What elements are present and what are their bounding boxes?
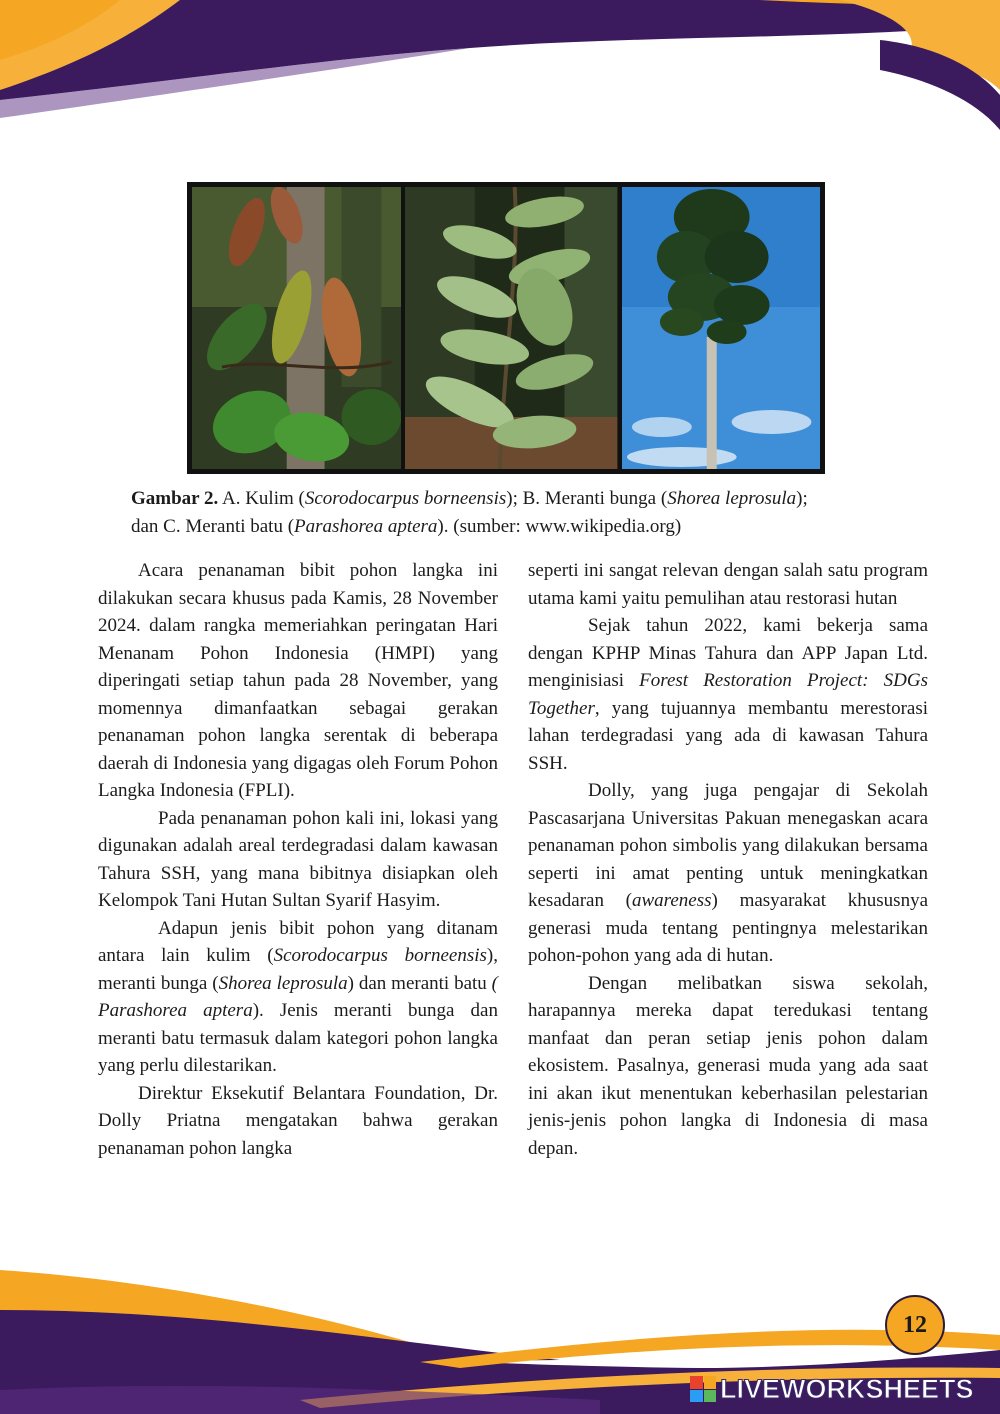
watermark-text: LIVEWORKSHEETS: [720, 1373, 974, 1404]
figure-photos: [187, 182, 825, 474]
photo-meranti-batu: [622, 187, 820, 469]
paragraph: Pada penanaman pohon kali ini, lokasi yang digunakan adalah areal terdegradasi dalam kawasan Tahura SSH, yang mana bibitnya disiapkan oleh Kelompok Tani Hutan Sultan Syarif Hasyim.: [98, 807, 498, 911]
photo-kulim: [192, 187, 401, 469]
liveworksheets-watermark: [690, 1374, 974, 1404]
paragraph: Direktur Eksekutif Belantara Foundation, Dr. Dolly Priatna mengatakan bahwa gerakan penanaman pohon langka: [98, 1082, 498, 1159]
kulim-leaves-image: [192, 187, 401, 469]
figure-caption: [131, 485, 891, 541]
paragraph: Dolly, yang juga pengajar di Sekolah Pascasarjana Universitas Pakuan menegaskan acara penanaman pohon simbolis yang dilakukan bersama seperti ini amat penting untuk meningkatkan kesadaran (awareness) masyarakat khususnya generasi muda tentang pentingnya melestarikan pohon-pohon yang ada di hutan.: [528, 780, 929, 966]
liveworksheets-logo-icon: [690, 1376, 716, 1402]
paragraph: Adapun jenis bibit pohon yang ditanam antara lain kulim (Scorodocarpus borneensis), meranti bunga (Shorea leprosula) dan meranti batu ( Parashorea aptera). Jenis meranti bunga dan meranti batu termasuk dalam kategori pohon langka yang perlu dilestarikan.: [98, 917, 498, 1076]
header-decoration: [0, 0, 1000, 140]
caption-lead: Gambar 2.: [131, 488, 219, 509]
page-number-badge: 12: [885, 1295, 945, 1355]
caption-sci-name: Scorodocarpus borneensis: [304, 488, 507, 509]
paragraph: Acara penanaman bibit pohon langka ini dilakukan secara khusus pada Kamis, 28 November 2024. dalam rangka memeriahkan peringatan Hari Menanam Pohon Indonesia (HMPI) yang diperingati setiap tahun pada 28 November, yang momennya dimanfaatkan sebagai gerakan penanaman pohon langka serentak di beberapa daerah di Indonesia yang digagas oleh Forum Pohon Langka Indonesia (FPLI).: [98, 560, 498, 801]
caption-text: A. Kulim (: [218, 488, 305, 509]
left-column: [98, 557, 498, 1162]
meranti-batu-tree-image: [622, 187, 820, 469]
caption-text: ). (sumber: www.wikipedia.org): [437, 516, 682, 537]
caption-sci-name: Shorea leprosula: [667, 488, 797, 509]
caption-sci-name: Parashorea aptera: [294, 516, 438, 537]
paragraph: Sejak tahun 2022, kami bekerja sama dengan KPHP Minas Tahura dan APP Japan Ltd. menginisiasi Forest Restoration Project: SDGs Together, yang tujuannya membantu merestorasi lahan terdegradasi yang ada di kawasan Tahura SSH.: [528, 615, 928, 774]
right-column: [528, 557, 928, 1162]
photo-meranti-bunga: [405, 187, 617, 469]
caption-text: ); B. Meranti bunga (: [506, 488, 668, 509]
paragraph: Dengan melibatkan siswa sekolah, harapannya mereka dapat teredukasi tentang manfaat dan peran setiap jenis pohon dalam ekosistem. Pasalnya, generasi muda yang ada saat ini akan ikut menentukan keberhasilan pelestarian jenis-jenis pohon langka di Indonesia di masa depan.: [528, 972, 928, 1159]
caption-text: dan C. Meranti batu (: [131, 516, 295, 537]
meranti-bunga-leaves-image: [405, 187, 617, 469]
paragraph: seperti ini sangat relevan dengan salah satu program utama kami yaitu pemulihan atau restorasi hutan: [528, 560, 928, 609]
caption-text: );: [796, 488, 808, 509]
